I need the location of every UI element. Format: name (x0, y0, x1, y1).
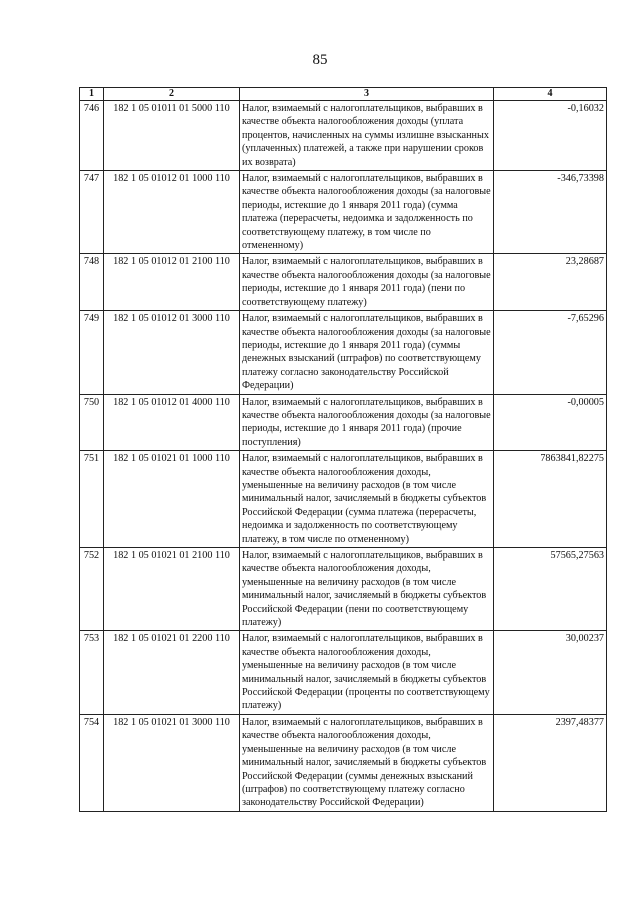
row-number: 754 (80, 714, 104, 811)
budget-code: 182 1 05 01012 01 4000 110 (104, 394, 240, 451)
revenue-description: Налог, взимаемый с налогоплательщиков, выбравших в качестве объекта налогообложения доходы (за налоговые периоды, истекшие до 1 января 2011 года) (прочие поступления) (240, 394, 494, 451)
table-row (80, 714, 607, 811)
revenue-description: Налог, взимаемый с налогоплательщиков, выбравших в качестве объекта налогообложения доходы (за налоговые периоды, истекшие до 1 января 2011 года) (суммы денежных взысканий (штрафов) по соответствующему платежу согласно законодательству Российской Федерации) (240, 311, 494, 394)
table-row (80, 101, 607, 171)
table-header (80, 88, 607, 101)
row-number: 748 (80, 254, 104, 311)
table-row (80, 451, 607, 548)
table-row (80, 311, 607, 394)
table-row (80, 171, 607, 254)
amount-value: -0,16032 (494, 101, 607, 171)
budget-code: 182 1 05 01021 01 1000 110 (104, 451, 240, 548)
table-row (80, 394, 607, 451)
budget-code: 182 1 05 01021 01 2100 110 (104, 548, 240, 631)
budget-code: 182 1 05 01021 01 3000 110 (104, 714, 240, 811)
budget-code: 182 1 05 01012 01 2100 110 (104, 254, 240, 311)
revenue-description: Налог, взимаемый с налогоплательщиков, выбравших в качестве объекта налогообложения доходы (уплата процентов, начисленных на суммы излишне взысканных (уплаченных) платежей, а также при нарушении сроков их возврата) (240, 101, 494, 171)
row-number: 750 (80, 394, 104, 451)
header-row (80, 88, 607, 101)
amount-value: 23,28687 (494, 254, 607, 311)
revenue-description: Налог, взимаемый с налогоплательщиков, выбравших в качестве объекта налогообложения доходы, уменьшенные на величину расходов (в том числе минимальный налог, зачисляемый в бюджеты субъектов Российской Федерации (сумма платежа (перерасчеты, недоимка и задолженность по соответствующему платежу, в том числе по отмененному) (240, 451, 494, 548)
amount-value: 57565,27563 (494, 548, 607, 631)
amount-value: -346,73398 (494, 171, 607, 254)
budget-code: 182 1 05 01012 01 3000 110 (104, 311, 240, 394)
revenue-description: Налог, взимаемый с налогоплательщиков, выбравших в качестве объекта налогообложения доходы (за налоговые периоды, истекшие до 1 января 2011 года) (пени по соответствующему платежу) (240, 254, 494, 311)
amount-value: -7,65296 (494, 311, 607, 394)
row-number: 753 (80, 631, 104, 714)
revenue-table (79, 87, 607, 812)
row-number: 747 (80, 171, 104, 254)
page-number: 85 (312, 52, 328, 68)
table-row (80, 631, 607, 714)
amount-value: -0,00005 (494, 394, 607, 451)
revenue-description: Налог, взимаемый с налогоплательщиков, выбравших в качестве объекта налогообложения доходы (за налоговые периоды, истекшие до 1 января 2011 года) (сумма платежа (перерасчеты, недоимка и задолженность по соответствующему платежу, в том числе по отмененному) (240, 171, 494, 254)
column-header-1: 1 (80, 88, 104, 101)
amount-value: 7863841,82275 (494, 451, 607, 548)
amount-value: 2397,48377 (494, 714, 607, 811)
row-number: 749 (80, 311, 104, 394)
budget-code: 182 1 05 01021 01 2200 110 (104, 631, 240, 714)
revenue-description: Налог, взимаемый с налогоплательщиков, выбравших в качестве объекта налогообложения доходы, уменьшенные на величину расходов (в том числе минимальный налог, зачисляемый в бюджеты субъектов Российской Федерации (суммы денежных взысканий (штрафов) по соответствующему платежу согласно законодательству Российской Федерации) (240, 714, 494, 811)
table-row (80, 254, 607, 311)
row-number: 751 (80, 451, 104, 548)
table-body (80, 101, 607, 812)
row-number: 752 (80, 548, 104, 631)
column-header-3: 3 (240, 88, 494, 101)
table-row (80, 548, 607, 631)
revenue-description: Налог, взимаемый с налогоплательщиков, выбравших в качестве объекта налогообложения доходы, уменьшенные на величину расходов (в том числе минимальный налог, зачисляемый в бюджеты субъектов Российской Федерации (проценты по соответствующему платежу) (240, 631, 494, 714)
column-header-4: 4 (494, 88, 607, 101)
column-header-2: 2 (104, 88, 240, 101)
row-number: 746 (80, 101, 104, 171)
budget-code: 182 1 05 01011 01 5000 110 (104, 101, 240, 171)
revenue-description: Налог, взимаемый с налогоплательщиков, выбравших в качестве объекта налогообложения доходы, уменьшенные на величину расходов (в том числе минимальный налог, зачисляемый в бюджеты субъектов Российской Федерации (пени по соответствующему платежу) (240, 548, 494, 631)
amount-value: 30,00237 (494, 631, 607, 714)
budget-code: 182 1 05 01012 01 1000 110 (104, 171, 240, 254)
